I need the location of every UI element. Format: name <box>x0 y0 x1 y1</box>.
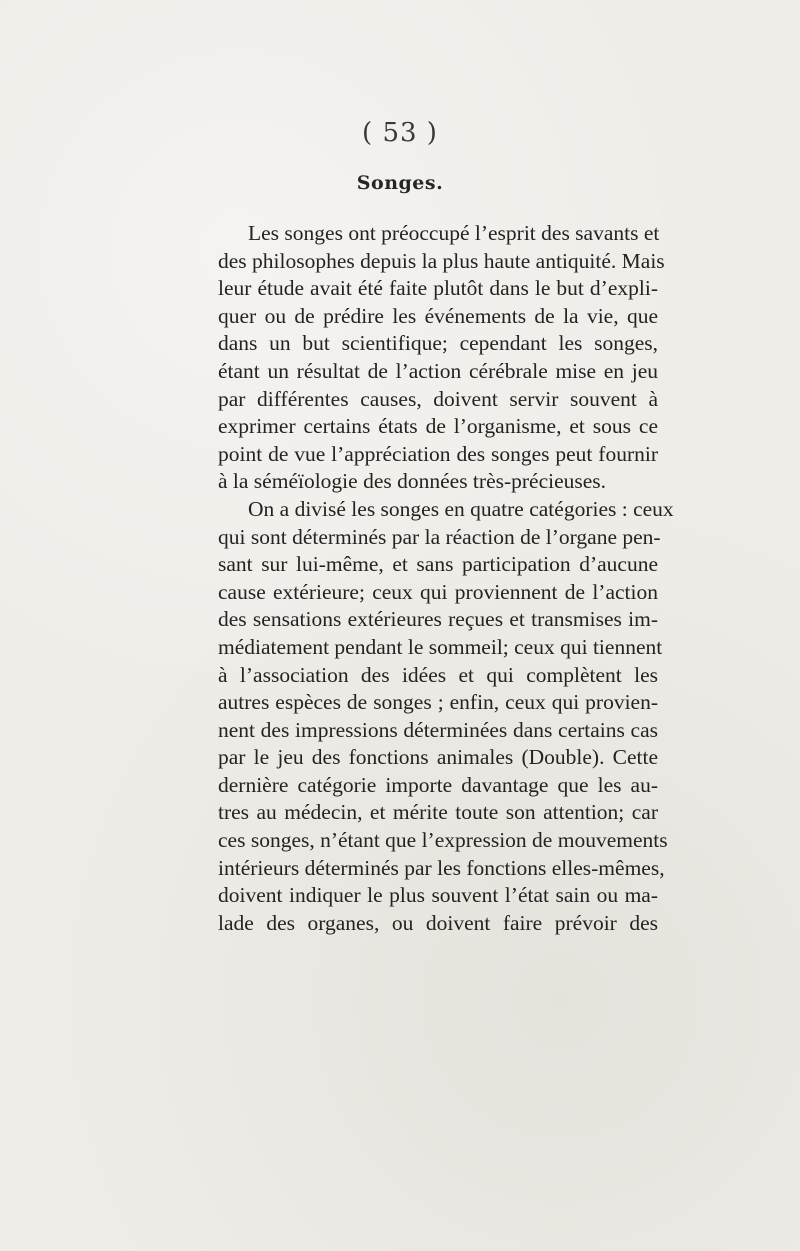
text-line: par le jeu des fonctions animales (Double). Cette <box>218 745 658 770</box>
text-line: point de vue l’appréciation des songes peut fournir <box>218 441 658 466</box>
text-line: tres au médecin, et mérite toute son attention; car <box>218 800 658 825</box>
text-line: intérieurs déterminés par les fonctions elles-mêmes, <box>218 855 665 880</box>
text-line: qui sont déterminés par la réaction de l’organe pen- <box>218 524 661 549</box>
text-line: ces songes, n’étant que l’expression de mouvements <box>218 828 668 853</box>
text-line: médiatement pendant le sommeil; ceux qui tiennent <box>218 634 663 659</box>
text-line: quer ou de prédire les événements de la vie, que <box>218 303 658 328</box>
text-line: des philosophes depuis la plus haute antiquité. Mais <box>218 248 665 273</box>
text-line: à la séméïologie des données très-précieuses. <box>218 469 607 494</box>
text-line: exprimer certains états de l’organisme, et sous ce <box>218 414 658 439</box>
text-line: à l’association des idées et qui complètent les <box>218 662 658 687</box>
text-line: dernière catégorie importe davantage que les au- <box>218 772 658 797</box>
page-number: ( 53 ) <box>362 118 438 148</box>
text-line: autres espèces de songes ; enfin, ceux qui provien- <box>218 690 658 715</box>
text-line: On a divisé les songes en quatre catégories : ceux <box>248 496 674 521</box>
text-line: par différentes causes, doivent servir souvent à <box>218 386 658 411</box>
section-title: Songes. <box>356 172 444 194</box>
text-line: doivent indiquer le plus souvent l’état sain ou ma- <box>218 883 658 908</box>
text-line: dans un but scientifique; cependant les songes, <box>218 331 658 356</box>
text-line: des sensations extérieures reçues et transmises im- <box>218 607 658 632</box>
body-text <box>218 220 674 937</box>
text-line: Les songes ont préoccupé l’esprit des savants et <box>248 221 660 245</box>
text-line: étant un résultat de l’action cérébrale mise en jeu <box>218 358 658 383</box>
text-line: cause extérieure; ceux qui proviennent de l’action <box>218 579 658 604</box>
text-line: sant sur lui-même, et sans participation d’aucune <box>218 552 658 577</box>
text-line: lade des organes, ou doivent faire prévoir des <box>218 910 658 935</box>
text-line: nent des impressions déterminées dans certains cas <box>218 717 658 742</box>
text-line: leur étude avait été faite plutôt dans le but d’expli- <box>218 276 658 301</box>
